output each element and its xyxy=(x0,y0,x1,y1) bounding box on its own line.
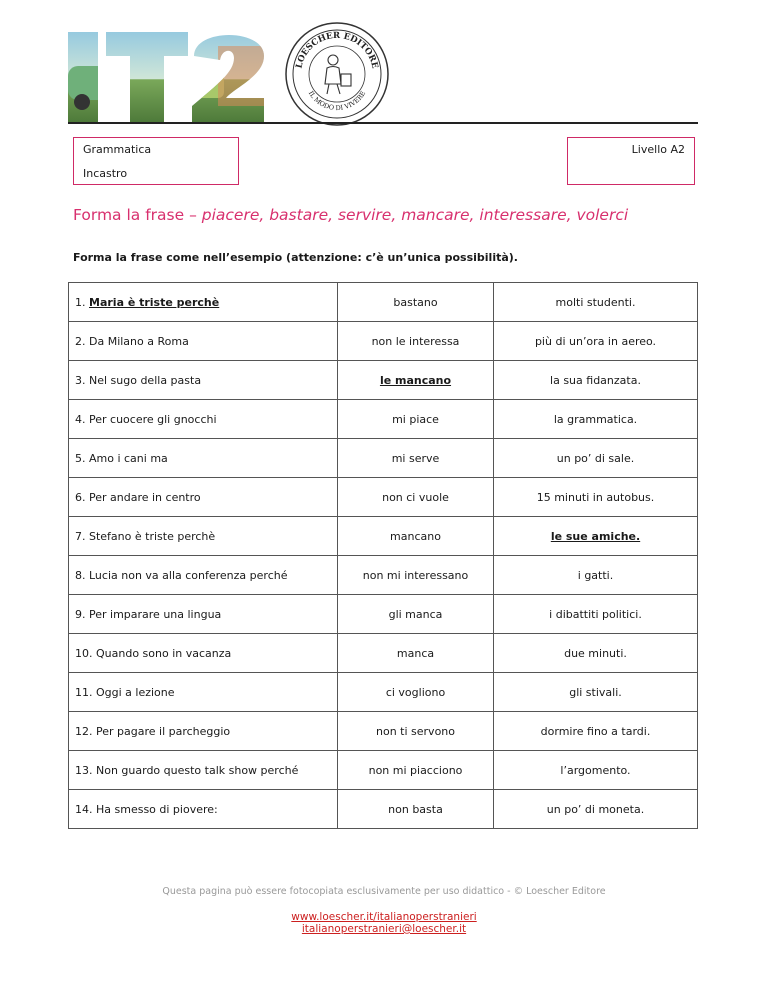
table-row: 14. Ha smesso di piovere: non basta un po’ di moneta. xyxy=(69,790,698,829)
table-row: 9. Per imparare una lingua gli manca i dibattiti politici. xyxy=(69,595,698,634)
svg-text:IL MODO DI VIVERE: IL MODO DI VIVERE xyxy=(306,89,368,113)
table-row: 3. Nel sugo della pasta le mancano la sua fidanzata. xyxy=(69,361,698,400)
loescher-seal xyxy=(283,20,391,128)
table-row: 11. Oggi a lezione ci vogliono gli stivali. xyxy=(69,673,698,712)
example-text: Maria è triste perchè xyxy=(89,295,220,309)
svg-text:LOESCHER EDITORE: LOESCHER EDITORE xyxy=(294,30,380,70)
table-row: 8. Lucia non va alla conferenza perché non mi interessano i gatti. xyxy=(69,556,698,595)
website-link[interactable]: www.loescher.it/italianoperstranieri xyxy=(291,911,477,923)
example-text: le sue amiche. xyxy=(550,529,641,543)
table-row: 2. Da Milano a Roma non le interessa più di un’ora in aereo. xyxy=(69,322,698,361)
exercise-table xyxy=(68,282,698,829)
table-row: 13. Non guardo questo talk show perché non mi piacciono l’argomento. xyxy=(69,751,698,790)
page-title: Forma la frase – piacere, bastare, servire, mancare, interessare, volerci xyxy=(73,206,629,224)
table-row: 12. Per pagare il parcheggio non ti servono dormire fino a tardi. xyxy=(69,712,698,751)
email-link[interactable]: italianoperstranieri@loescher.it xyxy=(301,923,467,935)
instruction: Forma la frase come nell’esempio (attenzione: c’è un’unica possibilità). xyxy=(73,251,518,264)
example-text: le mancano xyxy=(379,373,452,387)
table-row: 6. Per andare in centro non ci vuole 15 minuti in autobus. xyxy=(69,478,698,517)
table-row: 7. Stefano è triste perchè mancano le sue amiche. xyxy=(69,517,698,556)
exercise-type-label: Incastro xyxy=(83,167,128,180)
it2-logo xyxy=(68,26,268,122)
copyright-note: Questa pagina può essere fotocopiata esclusivamente per uso didattico - © Loescher Editore xyxy=(162,886,606,897)
table-row: 10. Quando sono in vacanza manca due minuti. xyxy=(69,634,698,673)
level-box xyxy=(567,137,695,185)
table-row: 5. Amo i cani ma mi serve un po’ di sale. xyxy=(69,439,698,478)
level-label: Livello A2 xyxy=(631,143,685,156)
table-row: 1. Maria è triste perchè bastano molti studenti. xyxy=(69,283,698,322)
category-label: Grammatica xyxy=(83,143,152,156)
table-row: 4. Per cuocere gli gnocchi mi piace la grammatica. xyxy=(69,400,698,439)
category-box xyxy=(73,137,239,185)
header-rule xyxy=(68,122,698,124)
